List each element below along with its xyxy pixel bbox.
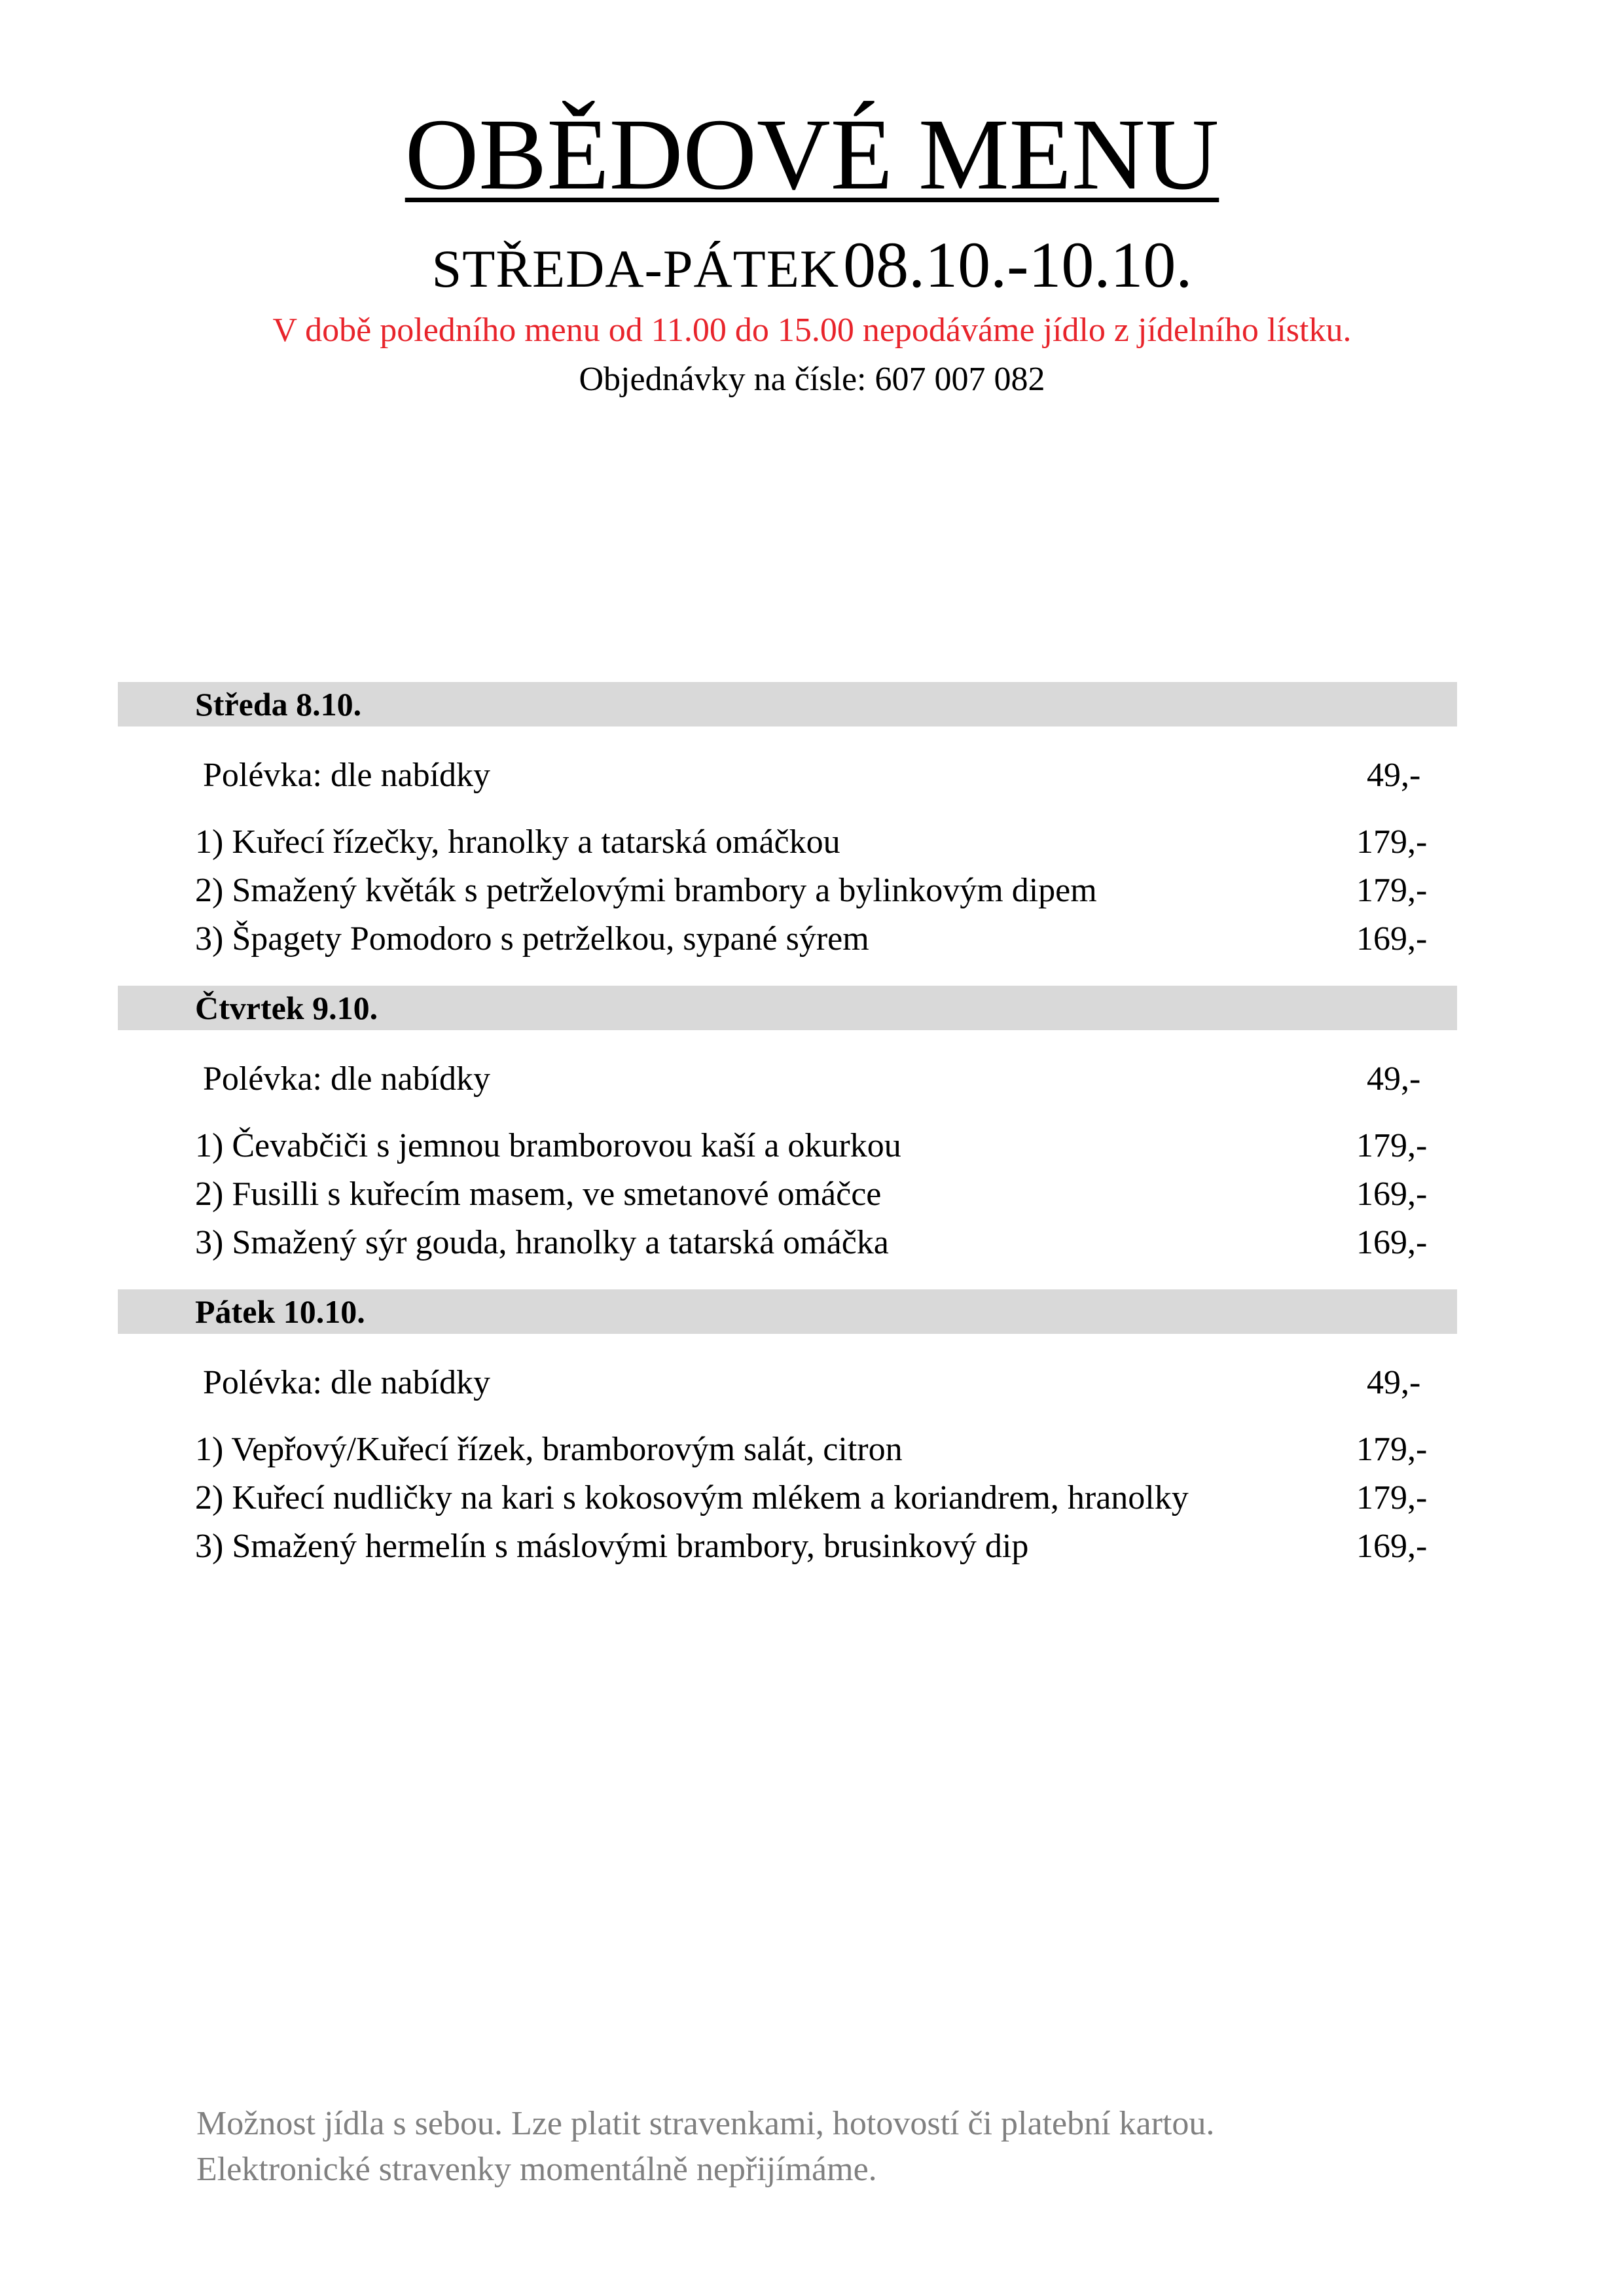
dish-price: 179,-	[1356, 872, 1428, 909]
menu-item	[118, 1522, 1457, 1571]
dish-price: 169,-	[1356, 1175, 1428, 1213]
menu-item	[118, 867, 1457, 915]
day-header: Středa 8.10.	[118, 682, 1457, 726]
date-range-days: STŘEDA-PÁTEK	[431, 239, 840, 298]
day-header: Čtvrtek 9.10.	[118, 986, 1457, 1030]
dish-price: 169,-	[1356, 1528, 1428, 1565]
menu-item	[118, 818, 1457, 867]
dish-name: 3) Smažený sýr gouda, hranolky a tatarská omáčka	[195, 1224, 889, 1261]
footer-voucher-info: Elektronické stravenky momentálně nepřijímáme.	[196, 2151, 877, 2188]
dish-name: 1) Čevabčiči s jemnou bramborovou kaší a okurkou	[195, 1127, 901, 1164]
page-title: OBĚDOVÉ MENU	[405, 98, 1219, 211]
soup-row	[118, 1359, 1457, 1407]
menu-item	[118, 1426, 1457, 1474]
dish-price: 179,-	[1356, 823, 1428, 861]
dish-name: 3) Smažený hermelín s máslovými brambory, brusinkový dip	[195, 1528, 1029, 1565]
dish-name: 1) Vepřový/Kuřecí řízek, bramborovým salát, citron	[195, 1431, 903, 1468]
dish-price: 169,-	[1356, 920, 1428, 958]
day-section-wednesday	[118, 682, 1457, 963]
menu-item	[118, 915, 1457, 963]
dish-name: Polévka: dle nabídky	[203, 1364, 491, 1401]
day-header: Pátek 10.10.	[118, 1289, 1457, 1334]
dish-price: 49,-	[1367, 1060, 1421, 1098]
dish-name: 2) Fusilli s kuřecím masem, ve smetanové omáčce	[195, 1175, 882, 1213]
dish-name: 2) Kuřecí nudličky na kari s kokosovým mlékem a koriandrem, hranolky	[195, 1479, 1189, 1516]
dish-price: 49,-	[1367, 1364, 1421, 1401]
soup-row	[118, 751, 1457, 800]
lunch-hours-notice: V době poledního menu od 11.00 do 15.00 nepodáváme jídlo z jídelního lístku.	[272, 312, 1352, 349]
soup-row	[118, 1055, 1457, 1103]
date-range-heading	[0, 229, 1624, 301]
order-phone: Objednávky na čísle: 607 007 082	[579, 361, 1045, 398]
dish-price: 169,-	[1356, 1224, 1428, 1261]
menu-item	[118, 1170, 1457, 1219]
footer-note	[196, 2101, 1214, 2193]
dish-name: Polévka: dle nabídky	[203, 1060, 491, 1098]
day-section-thursday	[118, 986, 1457, 1267]
date-range-dates: 08.10.-10.10.	[843, 228, 1193, 301]
dish-price: 179,-	[1356, 1479, 1428, 1516]
dish-price: 179,-	[1356, 1127, 1428, 1164]
menu-item	[118, 1474, 1457, 1522]
dish-name: Polévka: dle nabídky	[203, 757, 491, 794]
day-section-friday	[118, 1289, 1457, 1571]
dish-price: 179,-	[1356, 1431, 1428, 1468]
menu-list	[118, 682, 1457, 1571]
dish-name: 3) Špagety Pomodoro s petrželkou, sypané sýrem	[195, 920, 869, 958]
menu-item	[118, 1219, 1457, 1267]
footer-payment-info: Možnost jídla s sebou. Lze platit stravenkami, hotovostí či platební kartou.	[196, 2105, 1215, 2142]
menu-item	[118, 1122, 1457, 1170]
dish-name: 2) Smažený květák s petrželovými brambory a bylinkovým dipem	[195, 872, 1097, 909]
dish-price: 49,-	[1367, 757, 1421, 794]
dish-name: 1) Kuřecí řízečky, hranolky a tatarská omáčkou	[195, 823, 840, 861]
